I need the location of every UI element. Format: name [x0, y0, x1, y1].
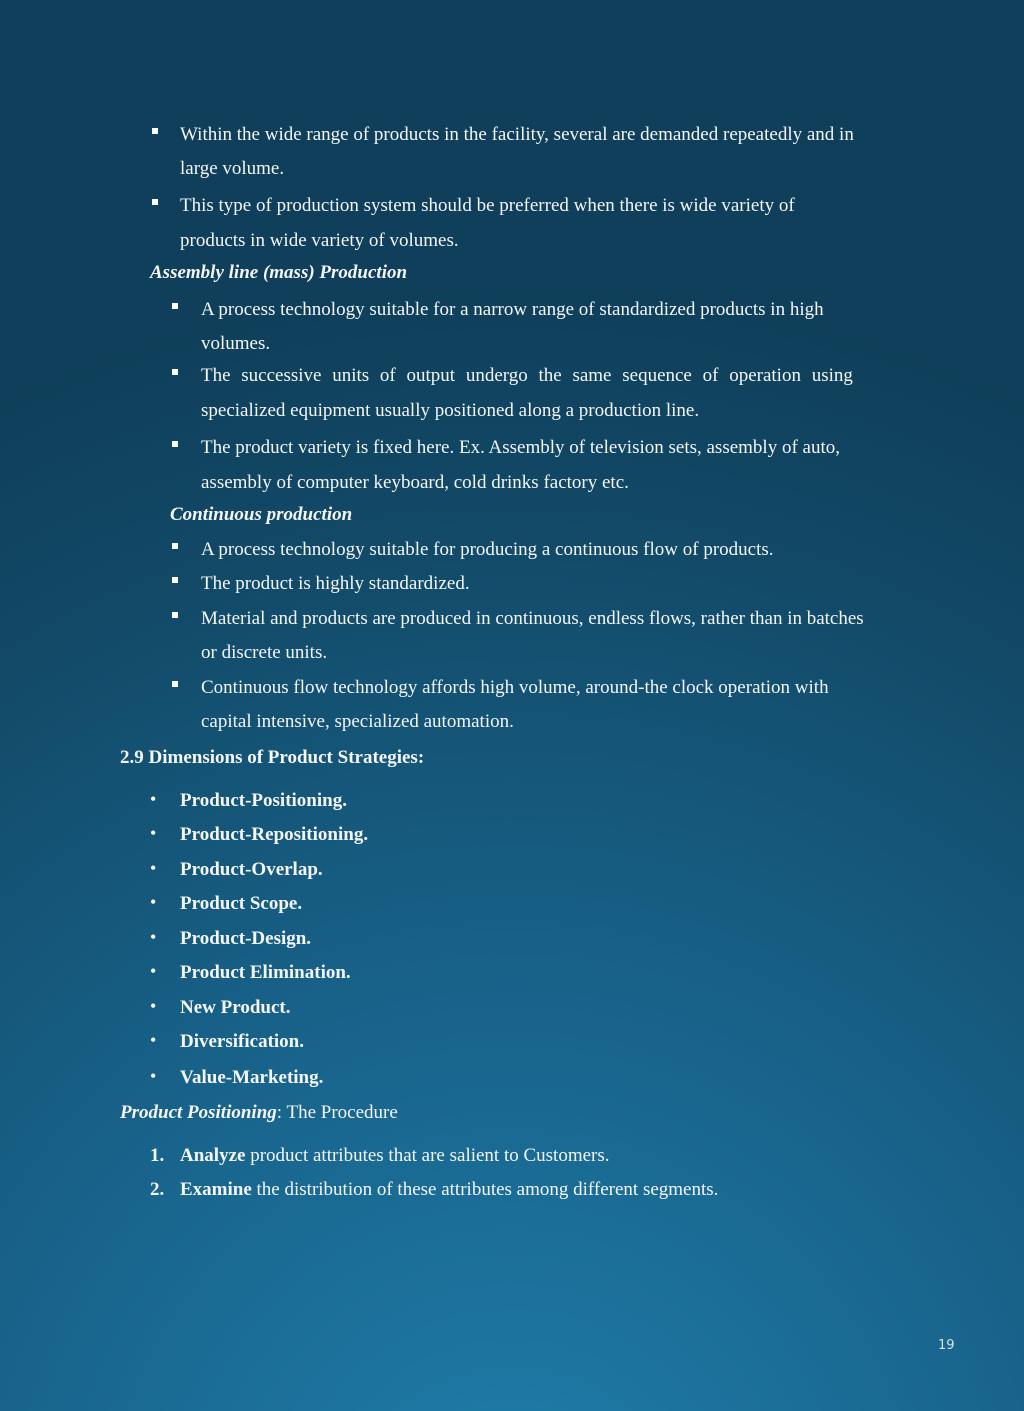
positioning-heading	[120, 1096, 398, 1130]
step-keyword: Examine	[180, 1179, 252, 1200]
list-item-line: Within the wide range of products in the facility, several are demanded repeatedly and in	[180, 124, 854, 145]
round-bullet-icon: •	[150, 823, 157, 843]
list-item-line: assembly of computer keyboard, cold drinks factory etc.	[201, 472, 629, 493]
assembly-heading: Assembly line (mass) Production	[150, 262, 408, 283]
step-number: 1.	[150, 1145, 165, 1166]
positioning-heading-rest: : The Procedure	[276, 1102, 398, 1123]
list-item: Product-Design.	[180, 928, 312, 949]
list-item: Product-Positioning.	[180, 790, 347, 811]
round-bullet-icon: •	[150, 927, 157, 947]
round-bullet-icon: •	[150, 1030, 157, 1050]
page-number: 19	[938, 1338, 955, 1353]
section-heading: 2.9 Dimensions of Product Strategies:	[120, 747, 425, 768]
step-text	[180, 1173, 718, 1207]
round-bullet-icon: •	[150, 789, 157, 809]
list-item-line: A process technology suitable for producing a continuous flow of products.	[201, 539, 774, 560]
list-item-line: large volume.	[180, 158, 285, 179]
list-item-line: or discrete units.	[201, 642, 328, 663]
round-bullet-icon: •	[150, 892, 157, 912]
list-item: Product-Repositioning.	[180, 824, 369, 845]
list-item-line: Continuous flow technology affords high volume, around-the clock operation with	[201, 677, 829, 698]
list-item: Value-Marketing.	[180, 1067, 324, 1088]
list-item: Diversification.	[180, 1031, 305, 1052]
list-item: Product Elimination.	[180, 962, 351, 983]
list-item-line: volumes.	[201, 333, 271, 354]
list-item: Product-Overlap.	[180, 859, 323, 880]
list-item-line: This type of production system should be preferred when there is wide variety of	[180, 195, 795, 216]
list-item-line: capital intensive, specialized automation.	[201, 711, 514, 732]
step-keyword: Analyze	[180, 1145, 246, 1166]
step-rest: the distribution of these attributes among different segments.	[251, 1179, 719, 1200]
list-item-line: The successive units of output undergo the same sequence of operation using	[201, 365, 853, 386]
round-bullet-icon: •	[150, 961, 157, 981]
continuous-heading: Continuous production	[170, 504, 353, 525]
list-item-line: Material and products are produced in continuous, endless flows, rather than in batches	[201, 608, 864, 629]
list-item-line: The product variety is fixed here. Ex. Assembly of television sets, assembly of auto,	[201, 437, 840, 458]
step-text	[180, 1139, 610, 1173]
list-item: New Product.	[180, 997, 291, 1018]
step-number: 2.	[150, 1179, 165, 1200]
list-item-line: A process technology suitable for a narrow range of standardized products in high	[201, 299, 824, 320]
round-bullet-icon: •	[150, 996, 157, 1016]
step-rest: product attributes that are salient to Customers.	[245, 1145, 610, 1166]
round-bullet-icon: •	[150, 1066, 157, 1086]
round-bullet-icon: •	[150, 858, 157, 878]
list-item-line: specialized equipment usually positioned along a production line.	[201, 400, 700, 421]
list-item-line: products in wide variety of volumes.	[180, 230, 459, 251]
list-item: Product Scope.	[180, 893, 303, 914]
list-item-line: The product is highly standardized.	[201, 573, 470, 594]
positioning-heading-italic: Product Positioning	[120, 1102, 277, 1123]
